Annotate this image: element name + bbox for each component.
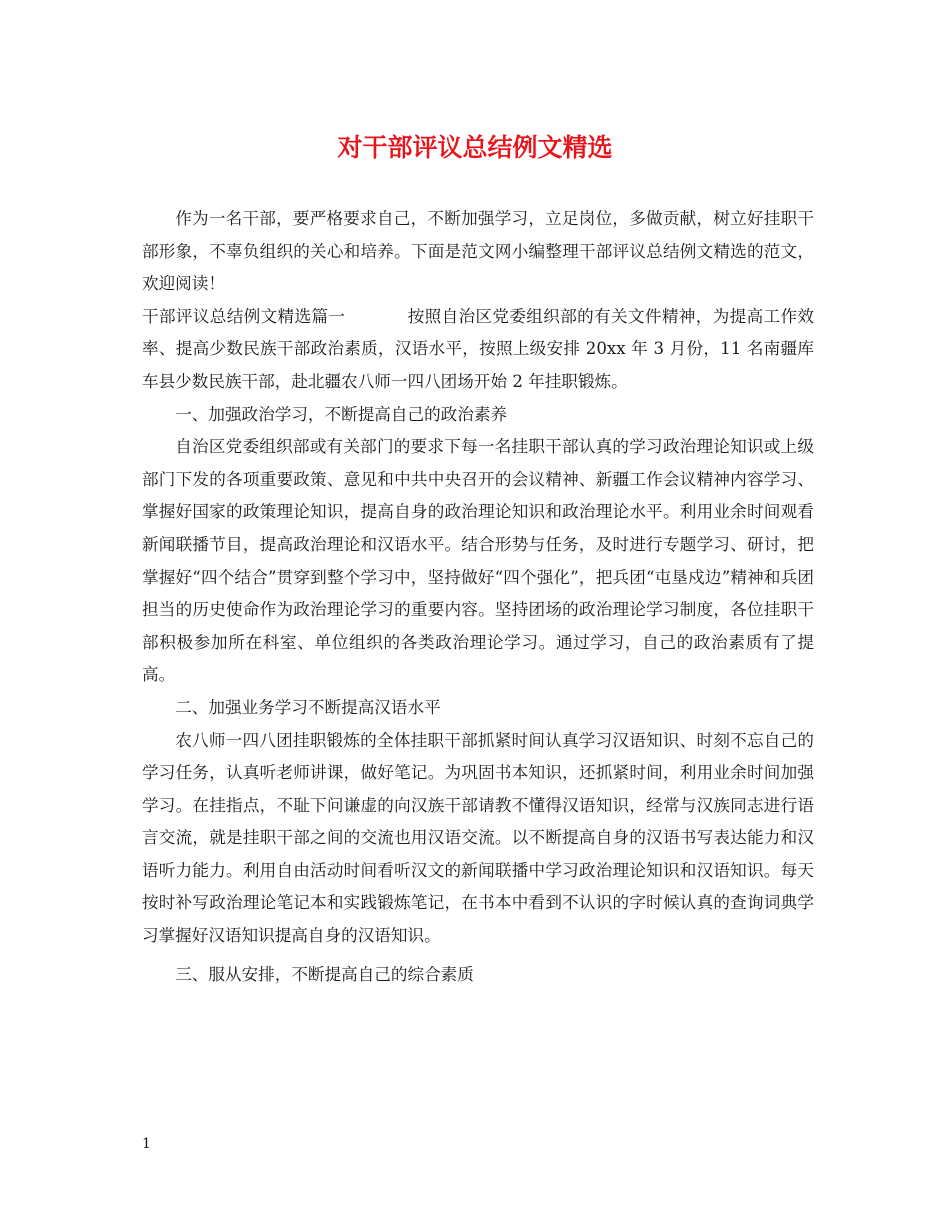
heading-overall-quality: 三、服从安排，不断提高自己的综合素质 xyxy=(175,964,474,984)
document-title: 对干部评议总结例文精选 xyxy=(337,133,613,162)
section-label: 干部评议总结例文精选篇一 xyxy=(142,306,346,326)
paragraph-chinese-study: 农八师一四八团挂职锻炼的全体挂职干部抓紧时间认真学习汉语知识、时刻不忘自己的学习任务，认真听老师讲课，做好笔记。为巩固书本知识，还抓紧时间，利用业余时间加强学习。在挂指点，不耻下问谦虚的向汉族干部请教不懂得汉语知识，经常与汉族同志进行语言交流，就是挂职干部之间的交流也用汉语交流。以不断提高自身的汉语书写表达能力和汉语听力能力。利用自由活动时间看听汉文的新闻联播中学习政治理论知识和汉语知识。每天按时补写政治理论笔记本和实践锻炼笔记，在书本中看到不认识的字时候认真的查询词典学习掌握好汉语知识提高自身的汉语知识。 xyxy=(142,730,814,946)
section-paragraph xyxy=(142,301,814,399)
page-number: 1 xyxy=(142,1136,151,1152)
intro-paragraph: 作为一名干部，要严格要求自己，不断加强学习，立足岗位，多做贡献，树立好挂职干部形象，不辜负组织的关心和培养。下面是范文网小编整理干部评议总结例文精选的范文，欢迎阅读！ xyxy=(142,209,814,294)
section-text: 按照自治区党委组织部的有关文件精神，为提高工作效率、提高少数民族干部政治素质，汉语水平，按照上级安排 20xx 年 3 月份，11 名南疆库车县少数民族干部，赴北疆农八师一四八团场开始 2 年挂职锻炼。 xyxy=(142,306,815,391)
document-body xyxy=(142,203,814,991)
paragraph-political-study: 自治区党委组织部或有关部门的要求下每一名挂职干部认真的学习政治理论知识或上级部门下发的各项重要政策、意见和中共中央召开的会议精神、新疆工作会议精神内容学习、掌握好国家的政策理论知识，提高自身的政治理论知识和政治理论水平。利用业余时间观看新闻联播节目，提高政治理论和汉语水平。结合形势与任务，及时进行专题学习、研讨，把掌握好“四个结合”贯穿到整个学习中，坚持做好“四个强化”，把兵团“屯垦戍边”精神和兵团担当的历史使命作为政治理论学习的重要内容。坚持团场的政治理论学习制度，各位挂职干部积极参加所在科室、单位组织的各类政治理论学习。通过学习，自己的政治素质有了提高。 xyxy=(142,437,814,685)
heading-political-study: 一、加强政治学习，不断提高自己的政治素养 xyxy=(175,404,508,424)
heading-chinese-study: 二、加强业务学习不断提高汉语水平 xyxy=(175,697,441,717)
